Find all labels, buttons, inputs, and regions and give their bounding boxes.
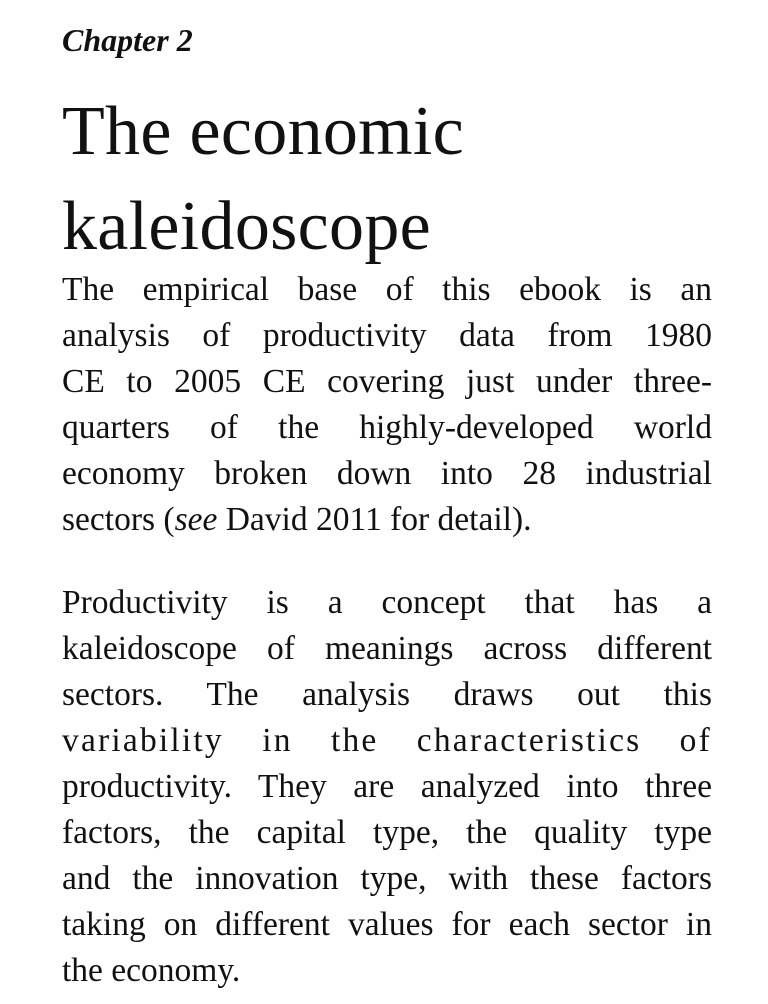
text-line: factors, the capital type, the quality type xyxy=(62,814,712,851)
text-line: and the innovation type, with these factors xyxy=(62,860,712,897)
text-line: The empirical base of this ebook is an xyxy=(62,271,712,308)
text-line: analysis of productivity data from 1980 xyxy=(62,317,712,354)
text-line: kaleidoscope of meanings across different xyxy=(62,630,712,667)
text-segment: sectors ( xyxy=(62,501,175,538)
chapter-label: Chapter 2 xyxy=(62,22,193,58)
chapter-title xyxy=(62,84,712,274)
text-line: economy broken down into 28 industrial xyxy=(62,455,712,492)
text-line: Productivity is a concept that has a xyxy=(62,584,712,621)
text-line: taking on different values for each sector in xyxy=(62,906,712,943)
chapter-title-line: kaleidoscope xyxy=(62,188,432,265)
text-line: CE to 2005 CE covering just under three- xyxy=(62,363,712,400)
text-line: quarters of the highly-developed world xyxy=(62,409,712,446)
text-line: sectors. The analysis draws out this xyxy=(62,676,712,713)
text-line xyxy=(62,497,712,543)
text-line: the economy. xyxy=(62,952,241,989)
text-line: variability in the characteristics of xyxy=(62,722,712,759)
text-segment: David 2011 for detail). xyxy=(217,501,532,538)
text-segment-italic: see xyxy=(174,501,218,538)
chapter-title-line: The economic xyxy=(62,93,465,170)
paragraph-2 xyxy=(62,580,712,994)
text-line: productivity. They are analyzed into three xyxy=(62,768,712,805)
paragraph-1 xyxy=(62,267,712,543)
